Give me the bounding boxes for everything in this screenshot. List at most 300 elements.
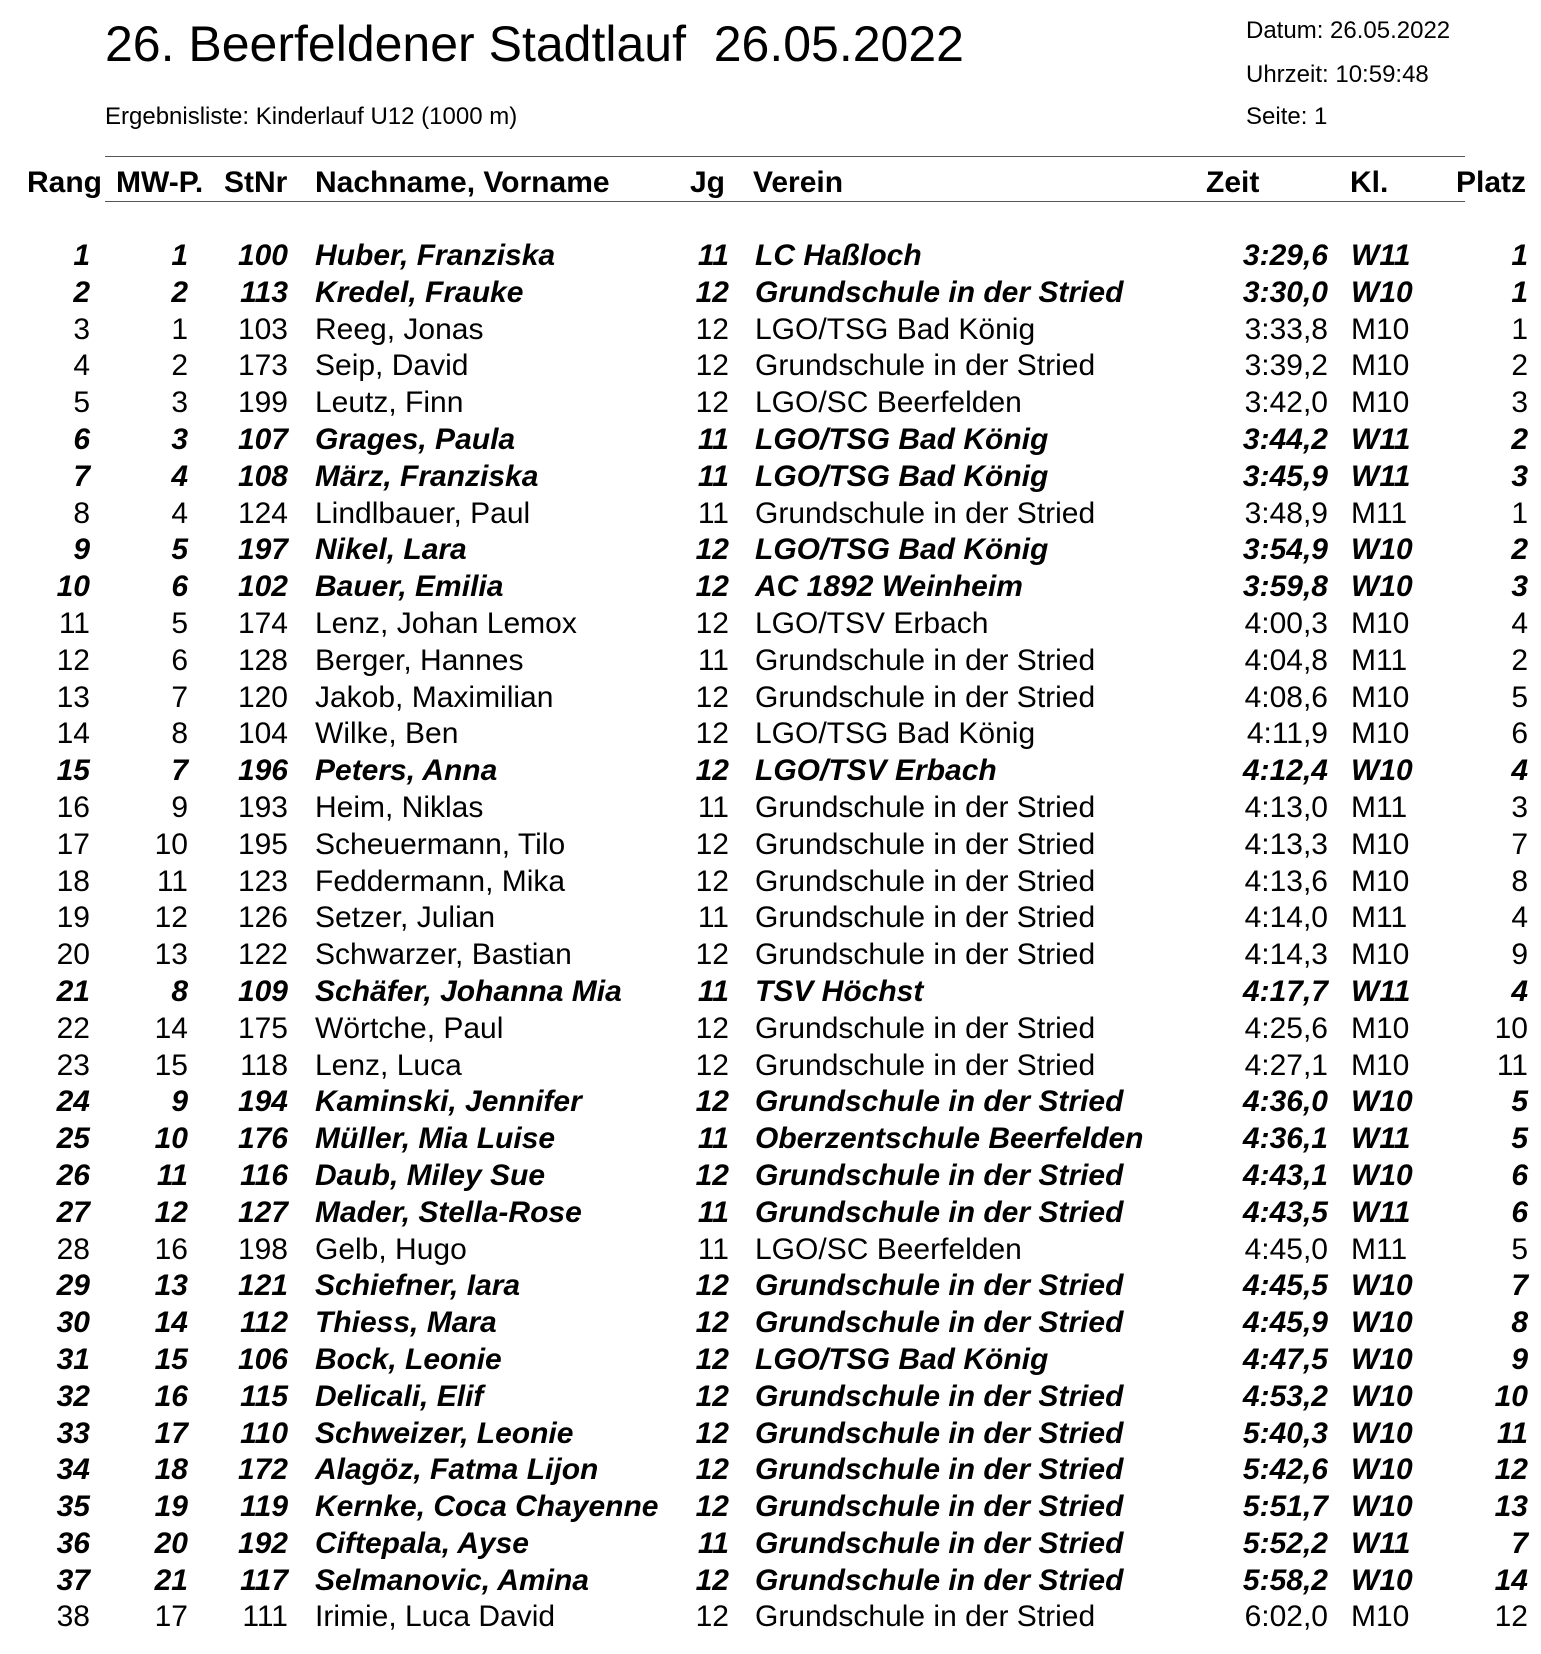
cell-jg: 11 (697, 1526, 729, 1560)
cell-platz: 2 (1511, 533, 1528, 567)
cell-kl: M11 (1351, 496, 1408, 530)
cell-platz: 12 (1494, 1453, 1528, 1487)
cell-verein: Grundschule in der Stried (755, 680, 1096, 714)
cell-mwp: 11 (156, 1158, 188, 1192)
cell-platz: 2 (1511, 349, 1528, 383)
cell-name: Wörtche, Paul (315, 1011, 504, 1045)
cell-platz: 1 (1511, 239, 1528, 272)
cell-platz: 14 (1494, 1563, 1528, 1597)
cell-zeit: 5:52,2 (1242, 1526, 1328, 1560)
cell-platz: 4 (1511, 974, 1528, 1008)
cell-stnr: 199 (237, 386, 288, 420)
cell-rang: 37 (56, 1563, 90, 1597)
cell-platz: 12 (1494, 1600, 1528, 1634)
cell-platz: 9 (1511, 1342, 1528, 1376)
cell-name: Berger, Hannes (315, 643, 524, 677)
cell-stnr: 110 (240, 1416, 288, 1450)
cell-jg: 12 (695, 606, 729, 640)
cell-verein: LGO/TSV Erbach (755, 754, 997, 788)
cell-kl: W10 (1351, 1342, 1413, 1376)
cell-zeit: 4:14,3 (1244, 938, 1328, 972)
table-row (0, 1526, 1541, 1563)
cell-name: Bauer, Emilia (315, 570, 504, 604)
list-subtitle: Ergebnisliste: Kinderlauf U12 (1000 m) (105, 103, 518, 130)
cell-zeit: 6:02,0 (1244, 1600, 1328, 1634)
cell-rang: 12 (56, 643, 90, 677)
cell-mwp: 16 (154, 1232, 188, 1266)
results-table (0, 238, 1541, 1636)
cell-stnr: 100 (237, 239, 288, 272)
cell-rang: 10 (56, 570, 90, 604)
table-row (0, 1232, 1541, 1269)
cell-verein: LGO/TSG Bad König (755, 459, 1049, 493)
cell-zeit: 4:00,3 (1244, 606, 1328, 640)
cell-mwp: 17 (154, 1600, 188, 1634)
cell-zeit: 4:17,7 (1242, 974, 1328, 1008)
cell-zeit: 4:12,4 (1242, 754, 1328, 788)
cell-verein: Oberzentschule Beerfelden (755, 1122, 1144, 1156)
cell-zeit: 4:36,1 (1242, 1122, 1328, 1156)
cell-platz: 11 (1496, 1416, 1528, 1450)
cell-rang: 20 (56, 938, 90, 972)
header-divider-top (105, 156, 1465, 157)
cell-kl: W11 (1351, 974, 1411, 1008)
cell-name: Leutz, Finn (315, 386, 464, 420)
table-row (0, 790, 1541, 827)
cell-zeit: 4:43,5 (1242, 1195, 1328, 1229)
cell-jg: 12 (695, 717, 729, 751)
cell-platz: 3 (1511, 459, 1528, 493)
cell-name: Grages, Paula (315, 422, 516, 456)
cell-stnr: 111 (242, 1600, 288, 1634)
cell-rang: 4 (73, 349, 90, 383)
cell-verein: Grundschule in der Stried (755, 1416, 1124, 1450)
cell-mwp: 1 (171, 239, 188, 272)
cell-mwp: 5 (171, 533, 188, 567)
cell-kl: M11 (1351, 1232, 1408, 1266)
cell-platz: 11 (1496, 1048, 1528, 1082)
cell-rang: 29 (56, 1269, 90, 1303)
cell-kl: W10 (1351, 1269, 1413, 1303)
cell-platz: 5 (1511, 1122, 1528, 1156)
cell-rang: 23 (56, 1048, 90, 1082)
cell-mwp: 15 (154, 1048, 188, 1082)
cell-kl: M10 (1351, 938, 1410, 972)
time-info: Uhrzeit: 10:59:48 (1246, 61, 1429, 88)
cell-kl: W11 (1351, 239, 1411, 272)
cell-verein: Grundschule in der Stried (755, 349, 1096, 383)
cell-zeit: 5:51,7 (1242, 1490, 1328, 1524)
cell-kl: M10 (1351, 717, 1410, 751)
cell-name: Kaminski, Jennifer (315, 1085, 582, 1119)
cell-stnr: 116 (240, 1158, 288, 1192)
cell-mwp: 5 (171, 606, 188, 640)
cell-jg: 11 (697, 459, 729, 493)
cell-verein: LGO/TSG Bad König (755, 717, 1036, 751)
table-row (0, 716, 1541, 753)
table-row (0, 238, 1541, 275)
cell-verein: LGO/TSV Erbach (755, 606, 989, 640)
col-header-zeit: Zeit (1206, 166, 1260, 199)
cell-zeit: 4:45,0 (1244, 1232, 1328, 1266)
cell-kl: M10 (1351, 864, 1410, 898)
cell-verein: Grundschule in der Stried (755, 1563, 1124, 1597)
cell-zeit: 5:42,6 (1242, 1453, 1328, 1487)
cell-jg: 11 (697, 974, 729, 1008)
cell-zeit: 3:42,0 (1244, 386, 1328, 420)
cell-kl: M10 (1351, 312, 1410, 346)
cell-name: Gelb, Hugo (315, 1232, 467, 1266)
page-title: 26. Beerfeldener Stadtlauf 26.05.2022 (105, 16, 964, 72)
cell-platz: 5 (1511, 1085, 1528, 1119)
table-row (0, 1489, 1541, 1526)
table-row (0, 312, 1541, 349)
cell-platz: 10 (1494, 1011, 1528, 1045)
cell-stnr: 119 (240, 1490, 288, 1524)
cell-rang: 22 (56, 1011, 90, 1045)
cell-stnr: 175 (237, 1011, 288, 1045)
cell-zeit: 3:48,9 (1244, 496, 1328, 530)
cell-name: Daub, Miley Sue (315, 1158, 546, 1192)
cell-zeit: 4:13,0 (1244, 790, 1328, 824)
cell-stnr: 102 (237, 570, 288, 604)
cell-name: Seip, David (315, 349, 469, 383)
cell-jg: 12 (695, 1342, 729, 1376)
cell-rang: 3 (73, 312, 90, 346)
date-info: Datum: 26.05.2022 (1246, 17, 1451, 44)
cell-platz: 13 (1494, 1490, 1528, 1524)
cell-name: Kredel, Frauke (315, 275, 524, 309)
cell-rang: 17 (56, 827, 90, 861)
cell-verein: LGO/TSG Bad König (755, 533, 1049, 567)
cell-zeit: 3:44,2 (1242, 422, 1328, 456)
cell-verein: Grundschule in der Stried (755, 643, 1096, 677)
cell-rang: 8 (73, 496, 90, 530)
cell-stnr: 173 (237, 349, 288, 383)
cell-verein: Grundschule in der Stried (755, 496, 1096, 530)
cell-jg: 12 (695, 1453, 729, 1487)
cell-mwp: 13 (154, 1269, 188, 1303)
cell-stnr: 194 (237, 1085, 288, 1119)
cell-name: Lenz, Johan Lemox (315, 606, 577, 640)
cell-jg: 12 (695, 1490, 729, 1524)
cell-mwp: 11 (156, 864, 188, 898)
cell-jg: 12 (695, 1306, 729, 1340)
cell-name: Setzer, Julian (315, 901, 496, 935)
cell-stnr: 127 (237, 1195, 288, 1229)
cell-jg: 12 (695, 1379, 729, 1413)
cell-verein: Grundschule in der Stried (755, 1306, 1124, 1340)
cell-jg: 12 (695, 386, 729, 420)
cell-jg: 11 (697, 496, 729, 530)
cell-zeit: 5:58,2 (1242, 1563, 1328, 1597)
cell-mwp: 3 (171, 422, 188, 456)
cell-rang: 36 (56, 1526, 90, 1560)
cell-name: Lenz, Luca (315, 1048, 462, 1082)
cell-platz: 9 (1511, 938, 1528, 972)
table-row (0, 422, 1541, 459)
cell-name: Heim, Niklas (315, 790, 484, 824)
cell-zeit: 4:45,9 (1242, 1306, 1328, 1340)
cell-mwp: 20 (154, 1526, 188, 1560)
cell-kl: M10 (1351, 1600, 1410, 1634)
cell-rang: 28 (56, 1232, 90, 1266)
cell-rang: 2 (73, 275, 90, 309)
cell-zeit: 5:40,3 (1242, 1416, 1328, 1450)
cell-zeit: 3:54,9 (1242, 533, 1328, 567)
cell-name: Reeg, Jonas (315, 312, 484, 346)
cell-mwp: 9 (171, 790, 188, 824)
table-row (0, 385, 1541, 422)
cell-verein: LGO/SC Beerfelden (755, 1232, 1022, 1266)
cell-mwp: 3 (171, 386, 188, 420)
cell-kl: W10 (1351, 1416, 1413, 1450)
cell-platz: 3 (1511, 570, 1528, 604)
cell-verein: Grundschule in der Stried (755, 1011, 1096, 1045)
cell-rang: 14 (56, 717, 90, 751)
cell-mwp: 2 (171, 349, 188, 383)
col-header-platz: Platz (1456, 166, 1527, 199)
cell-verein: Grundschule in der Stried (755, 1490, 1124, 1524)
cell-name: Huber, Franziska (315, 239, 556, 272)
cell-verein: Grundschule in der Stried (755, 1158, 1124, 1192)
cell-verein: Grundschule in der Stried (755, 938, 1096, 972)
cell-verein: LC Haßloch (755, 239, 922, 272)
cell-name: Feddermann, Mika (315, 864, 566, 898)
table-row (0, 459, 1541, 496)
cell-jg: 11 (697, 1195, 729, 1229)
cell-verein: Grundschule in der Stried (755, 864, 1096, 898)
cell-verein: Grundschule in der Stried (755, 827, 1096, 861)
cell-kl: W11 (1351, 459, 1411, 493)
table-row (0, 496, 1541, 533)
table-row (0, 569, 1541, 606)
cell-verein: LGO/TSG Bad König (755, 1342, 1049, 1376)
cell-stnr: 122 (237, 938, 288, 972)
cell-verein: LGO/TSG Bad König (755, 312, 1036, 346)
cell-kl: W10 (1351, 570, 1413, 604)
table-row (0, 1011, 1541, 1048)
cell-name: Delicali, Elif (315, 1379, 484, 1413)
cell-platz: 2 (1511, 643, 1528, 677)
cell-name: Nikel, Lara (315, 533, 467, 567)
cell-stnr: 106 (237, 1342, 288, 1376)
cell-platz: 2 (1511, 422, 1528, 456)
cell-name: Thiess, Mara (315, 1306, 497, 1340)
cell-rang: 31 (56, 1342, 90, 1376)
cell-mwp: 18 (154, 1453, 188, 1487)
cell-zeit: 4:36,0 (1242, 1085, 1328, 1119)
cell-verein: TSV Höchst (755, 974, 924, 1008)
cell-kl: W10 (1351, 1306, 1413, 1340)
table-row (0, 753, 1541, 790)
cell-mwp: 19 (154, 1490, 188, 1524)
cell-zeit: 4:27,1 (1244, 1048, 1328, 1082)
cell-jg: 12 (695, 1011, 729, 1045)
cell-kl: M11 (1351, 643, 1408, 677)
cell-stnr: 196 (237, 754, 288, 788)
cell-name: März, Franziska (315, 459, 539, 493)
cell-zeit: 4:45,5 (1242, 1269, 1328, 1303)
cell-platz: 8 (1511, 1306, 1528, 1340)
cell-platz: 5 (1511, 1232, 1528, 1266)
cell-kl: W10 (1351, 1490, 1413, 1524)
cell-stnr: 193 (237, 790, 288, 824)
table-row (0, 1158, 1541, 1195)
cell-kl: W10 (1351, 1453, 1413, 1487)
cell-platz: 4 (1511, 606, 1528, 640)
cell-rang: 32 (56, 1379, 90, 1413)
cell-rang: 33 (56, 1416, 90, 1450)
cell-mwp: 10 (154, 1122, 188, 1156)
cell-platz: 10 (1494, 1379, 1528, 1413)
cell-name: Schäfer, Johanna Mia (315, 974, 622, 1008)
cell-kl: W10 (1351, 1563, 1413, 1597)
cell-platz: 7 (1511, 827, 1528, 861)
cell-jg: 12 (695, 533, 729, 567)
table-row (0, 827, 1541, 864)
cell-name: Selmanovic, Amina (315, 1563, 589, 1597)
cell-name: Wilke, Ben (315, 717, 459, 751)
col-header-mwp: MW-P. (116, 166, 204, 199)
col-header-verein: Verein (753, 166, 844, 199)
cell-mwp: 7 (171, 680, 188, 714)
cell-rang: 6 (73, 422, 90, 456)
cell-stnr: 108 (237, 459, 288, 493)
cell-mwp: 9 (171, 1085, 188, 1119)
cell-jg: 11 (697, 422, 729, 456)
table-row (0, 680, 1541, 717)
cell-name: Kernke, Coca Chayenne (315, 1490, 659, 1524)
cell-platz: 3 (1511, 386, 1528, 420)
table-row (0, 1563, 1541, 1600)
cell-stnr: 198 (237, 1232, 288, 1266)
cell-stnr: 128 (237, 643, 288, 677)
cell-stnr: 176 (237, 1122, 288, 1156)
cell-mwp: 1 (171, 312, 188, 346)
cell-stnr: 121 (237, 1269, 288, 1303)
cell-kl: W11 (1351, 1526, 1411, 1560)
cell-stnr: 113 (240, 275, 288, 309)
cell-kl: W10 (1351, 1085, 1413, 1119)
table-row (0, 275, 1541, 312)
cell-platz: 8 (1511, 864, 1528, 898)
cell-stnr: 174 (237, 606, 288, 640)
cell-mwp: 8 (171, 974, 188, 1008)
table-row (0, 974, 1541, 1011)
cell-platz: 4 (1511, 754, 1528, 788)
table-row (0, 937, 1541, 974)
cell-zeit: 4:13,6 (1244, 864, 1328, 898)
cell-stnr: 195 (237, 827, 288, 861)
cell-stnr: 117 (240, 1563, 288, 1597)
cell-mwp: 12 (154, 901, 188, 935)
cell-kl: W10 (1351, 1158, 1413, 1192)
col-header-kl: Kl. (1350, 166, 1389, 199)
cell-mwp: 6 (171, 643, 188, 677)
cell-verein: LGO/SC Beerfelden (755, 386, 1022, 420)
cell-stnr: 103 (237, 312, 288, 346)
cell-zeit: 4:11,9 (1246, 717, 1328, 751)
cell-kl: M10 (1351, 386, 1410, 420)
table-row (0, 1416, 1541, 1453)
col-header-jg: Jg (690, 166, 726, 199)
cell-jg: 12 (695, 1048, 729, 1082)
cell-mwp: 13 (154, 938, 188, 972)
cell-name: Schiefner, Iara (315, 1269, 521, 1303)
cell-stnr: 112 (240, 1306, 288, 1340)
cell-stnr: 197 (237, 533, 288, 567)
cell-jg: 11 (697, 239, 729, 272)
cell-kl: M10 (1351, 1048, 1410, 1082)
cell-verein: Grundschule in der Stried (755, 1269, 1124, 1303)
cell-verein: Grundschule in der Stried (755, 1453, 1124, 1487)
cell-platz: 6 (1511, 1195, 1528, 1229)
cell-kl: M10 (1351, 349, 1410, 383)
cell-rang: 24 (56, 1085, 90, 1119)
cell-platz: 3 (1511, 790, 1528, 824)
cell-rang: 30 (56, 1306, 90, 1340)
cell-mwp: 14 (154, 1306, 188, 1340)
cell-platz: 7 (1511, 1526, 1528, 1560)
cell-rang: 26 (56, 1158, 90, 1192)
cell-zeit: 3:29,6 (1242, 239, 1328, 272)
cell-jg: 12 (695, 680, 729, 714)
cell-zeit: 4:14,0 (1244, 901, 1328, 935)
cell-stnr: 107 (237, 422, 288, 456)
table-row (0, 532, 1541, 569)
cell-kl: M10 (1351, 606, 1410, 640)
cell-mwp: 2 (171, 275, 188, 309)
cell-stnr: 124 (237, 496, 288, 530)
cell-rang: 5 (73, 386, 90, 420)
cell-jg: 12 (695, 938, 729, 972)
cell-jg: 12 (695, 1158, 729, 1192)
cell-jg: 12 (695, 1269, 729, 1303)
cell-verein: Grundschule in der Stried (755, 1600, 1096, 1634)
header-divider-bottom (105, 201, 1465, 202)
cell-kl: W11 (1351, 422, 1411, 456)
cell-mwp: 8 (171, 717, 188, 751)
cell-jg: 12 (695, 312, 729, 346)
cell-stnr: 118 (240, 1048, 288, 1082)
cell-jg: 12 (695, 1416, 729, 1450)
cell-rang: 38 (56, 1600, 90, 1634)
cell-verein: AC 1892 Weinheim (755, 570, 1023, 604)
cell-rang: 35 (56, 1490, 90, 1524)
cell-jg: 12 (695, 1085, 729, 1119)
cell-rang: 7 (73, 459, 90, 493)
table-row (0, 1268, 1541, 1305)
cell-zeit: 4:43,1 (1242, 1158, 1328, 1192)
cell-mwp: 21 (154, 1563, 188, 1597)
cell-jg: 11 (697, 1122, 729, 1156)
cell-stnr: 123 (237, 864, 288, 898)
cell-rang: 25 (56, 1122, 90, 1156)
table-row (0, 1048, 1541, 1085)
cell-stnr: 109 (237, 974, 288, 1008)
table-row (0, 1379, 1541, 1416)
cell-jg: 11 (697, 901, 729, 935)
cell-zeit: 3:33,8 (1244, 312, 1328, 346)
cell-mwp: 6 (171, 570, 188, 604)
table-row (0, 1342, 1541, 1379)
cell-zeit: 3:30,0 (1242, 275, 1328, 309)
cell-zeit: 4:53,2 (1242, 1379, 1328, 1413)
cell-stnr: 115 (240, 1379, 288, 1413)
cell-kl: W10 (1351, 1379, 1413, 1413)
cell-platz: 6 (1511, 1158, 1528, 1192)
